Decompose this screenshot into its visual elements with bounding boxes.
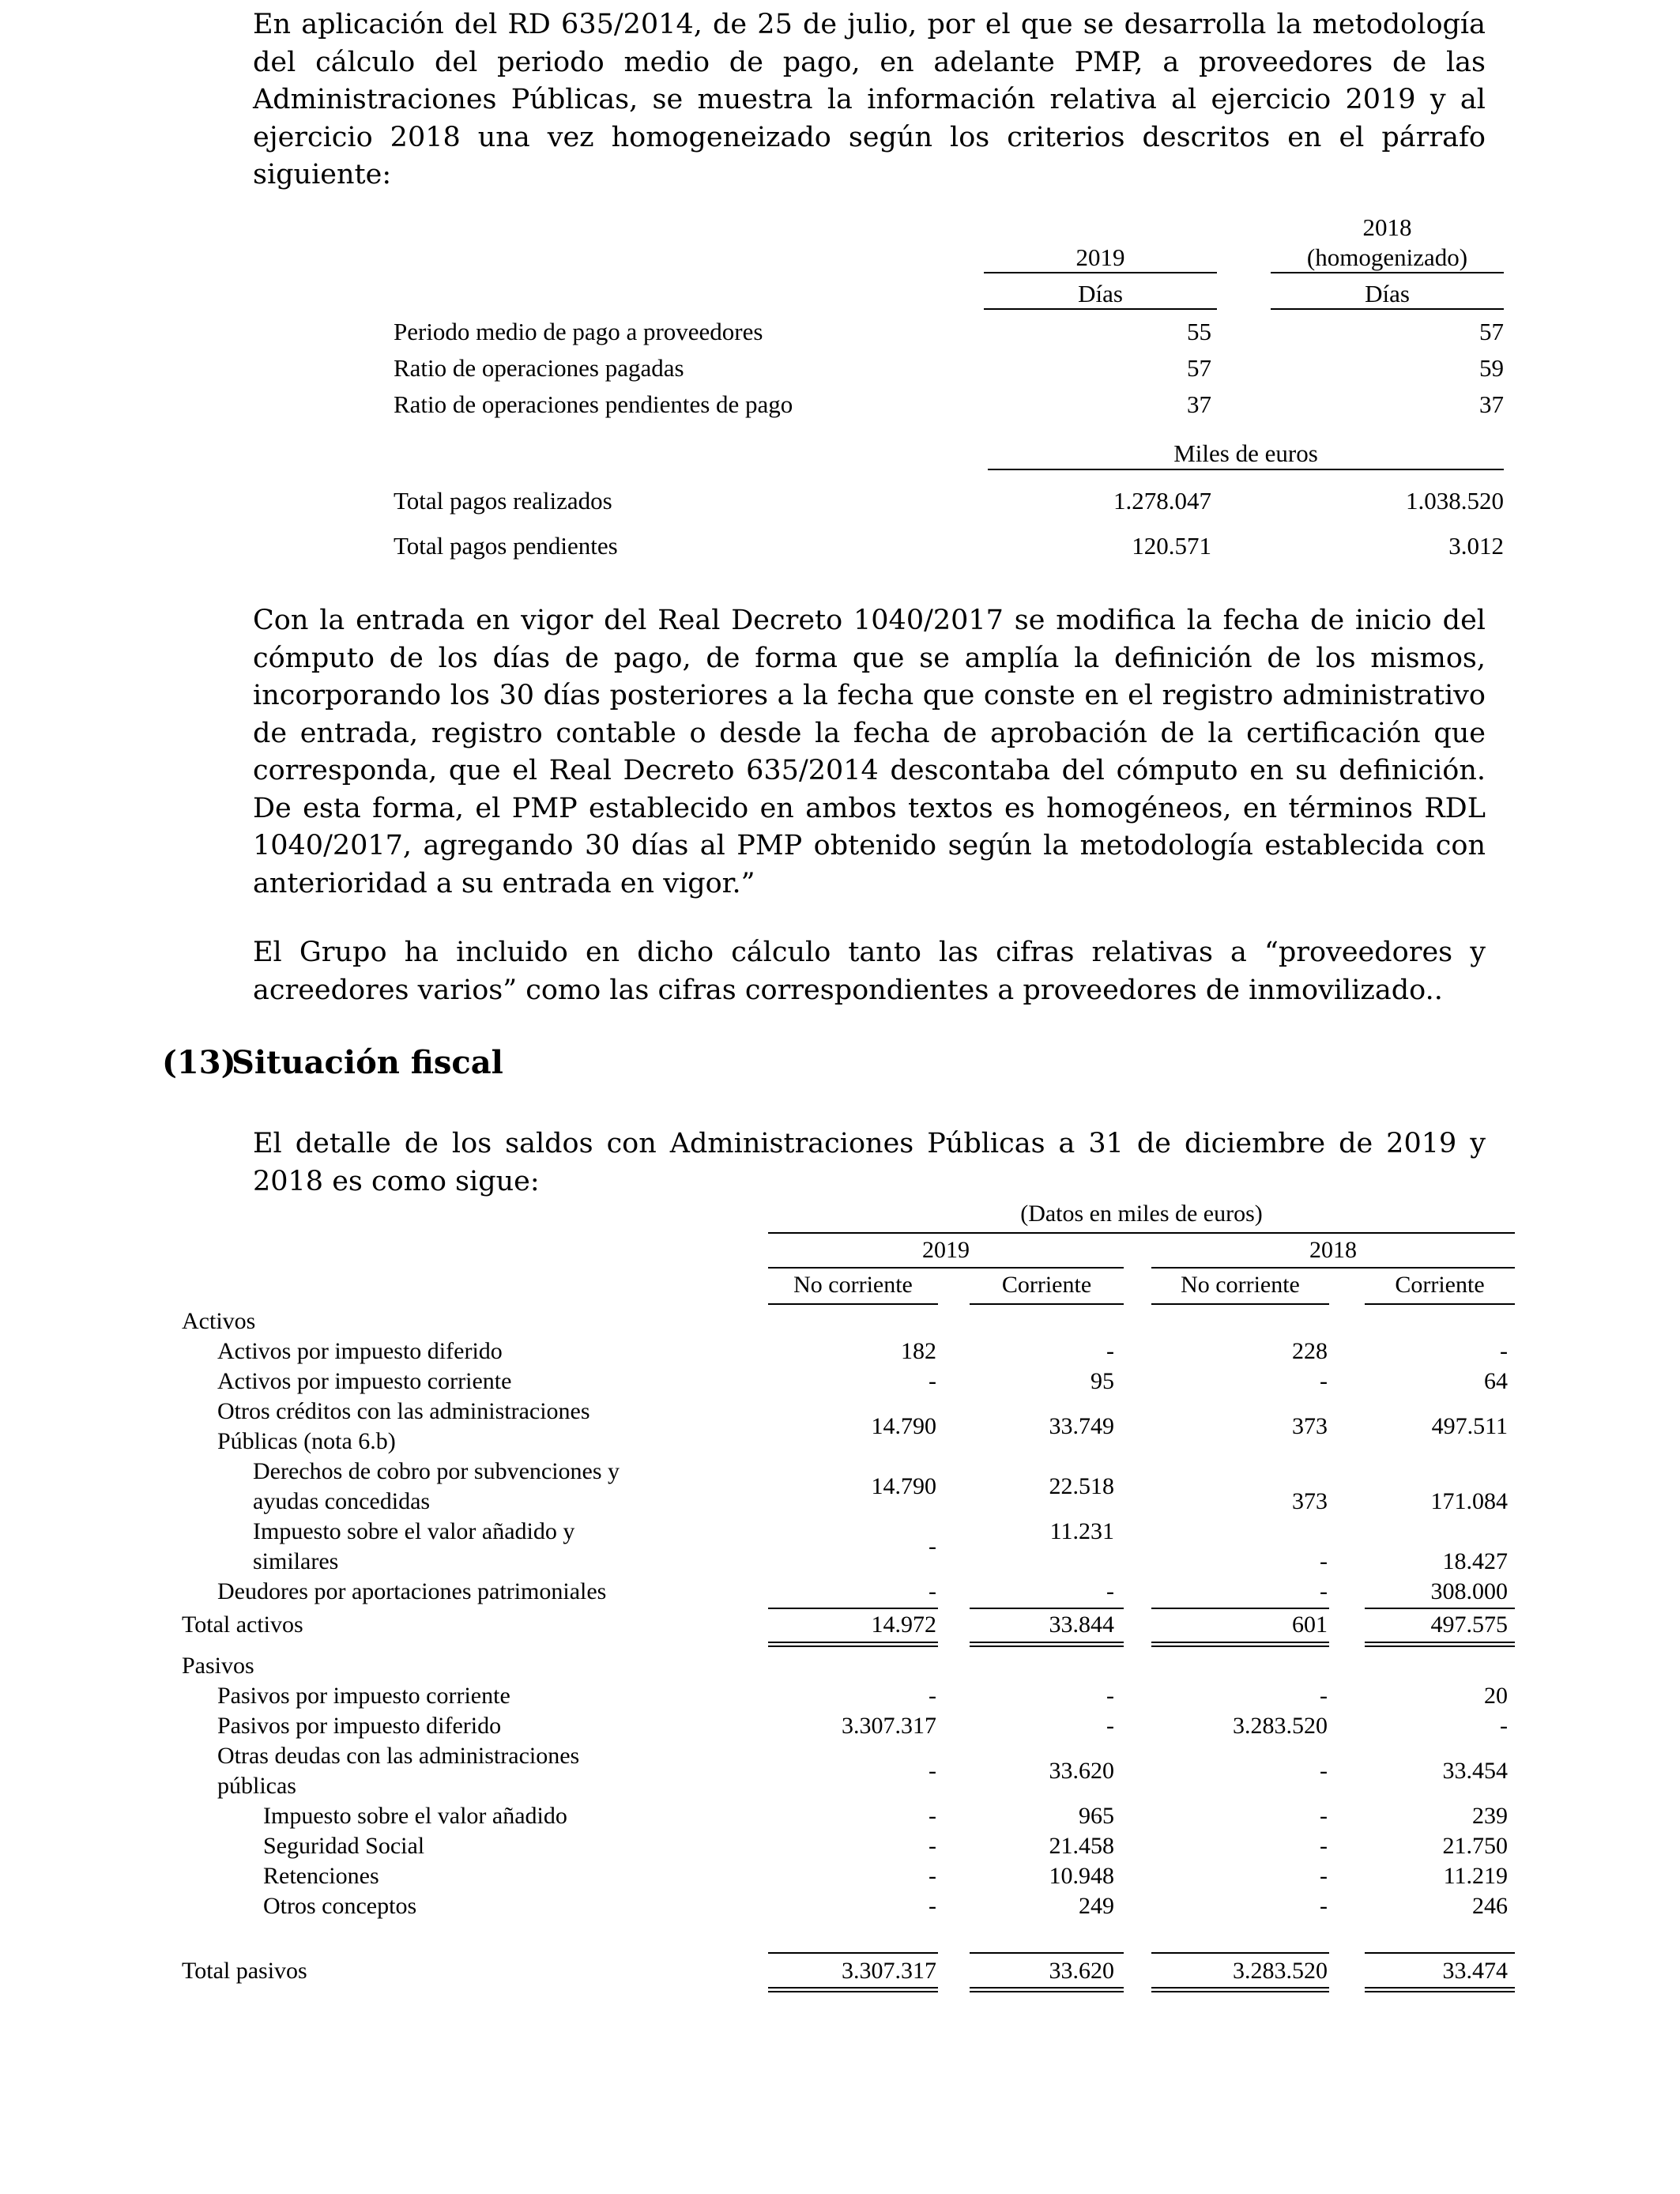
fiscal-subtotal-rule <box>970 1952 1124 1954</box>
fiscal-col-corriente-2019: Corriente <box>1001 1272 1092 1298</box>
fiscal-cell: 22.518 <box>1049 1473 1114 1499</box>
fiscal-cell: 373 <box>1292 1413 1328 1439</box>
fiscal-total-double-rule <box>970 1987 1124 1992</box>
pmp-row-value-2018: 1.038.520 <box>1406 487 1504 515</box>
fiscal-row-label: Otros créditos con las administraciones <box>217 1398 590 1424</box>
fiscal-caption: (Datos en miles de euros) <box>1020 1201 1263 1227</box>
fiscal-cell: - <box>1106 1578 1114 1604</box>
section-number: (13) <box>162 1044 236 1081</box>
fiscal-row-label: Retenciones <box>263 1863 379 1889</box>
fiscal-cell: 20 <box>1484 1683 1508 1709</box>
fiscal-total-cell: 14.972 <box>871 1612 936 1638</box>
pmp-unit-rule-2019 <box>984 308 1217 310</box>
fiscal-row-label: Impuesto sobre el valor añadido y <box>253 1518 575 1544</box>
fiscal-col-no-corriente-2018: No corriente <box>1181 1272 1300 1298</box>
fiscal-col-corriente-2018: Corriente <box>1395 1272 1485 1298</box>
fiscal-cell: - <box>1320 1683 1328 1709</box>
pmp-row-value-2019: 37 <box>1187 390 1211 418</box>
intro-paragraph: En aplicación del RD 635/2014, de 25 de julio, por el que se desarrolla la metodología del cálculo del periodo medio de pago, en adelante PMP, a proveedores de las Administraciones Públicas, se muestra la información relativa al ejercicio 2019 y al ejercicio 2018 una vez homogeneizado según los criterios descritos en el párrafo siguiente: <box>253 9 1486 190</box>
fiscal-subtotal-rule <box>768 1608 938 1609</box>
pmp-unit-days-2019: Días <box>1078 280 1123 307</box>
fiscal-cell: - <box>929 1863 936 1889</box>
fiscal-total-cell: 497.575 <box>1430 1612 1508 1638</box>
fiscal-row-label: Otras deudas con las administraciones <box>217 1743 580 1769</box>
fiscal-cell: 3.307.317 <box>842 1713 936 1739</box>
pmp-row-label: Ratio de operaciones pagadas <box>394 354 684 382</box>
fiscal-cell: - <box>929 1758 936 1784</box>
fiscal-total-double-rule <box>1365 1642 1515 1647</box>
pmp-row-value-2019: 55 <box>1187 318 1211 345</box>
fiscal-cell: 14.790 <box>871 1473 936 1499</box>
fiscal-row-label: Públicas (nota 6.b) <box>217 1428 396 1454</box>
fiscal-cell: 373 <box>1292 1488 1328 1514</box>
fiscal-intro-paragraph: El detalle de los saldos con Administraciones Públicas a 31 de diciembre de 2019 y 2018 es como sigue: <box>253 1128 1486 1197</box>
fiscal-cell: - <box>1320 1548 1328 1574</box>
fiscal-total-cell: 601 <box>1292 1612 1328 1638</box>
fiscal-total-double-rule <box>1151 1987 1329 1992</box>
fiscal-row-label: públicas <box>217 1773 296 1799</box>
fiscal-cell: 497.511 <box>1431 1413 1508 1439</box>
pmp-money-rule <box>988 469 1504 470</box>
pmp-row-value-2018: 3.012 <box>1448 532 1504 560</box>
fiscal-row-label: Otros conceptos <box>263 1893 417 1919</box>
pmp-unit-rule-2018 <box>1271 308 1504 310</box>
pmp-row-value-2019: 120.571 <box>1132 532 1211 560</box>
fiscal-subtotal-rule <box>768 1952 938 1954</box>
group-paragraph: El Grupo ha incluido en dicho cálculo tanto las cifras relativas a “proveedores y acreedores varios” como las cifras correspondientes a proveedores de inmovilizado.. <box>253 937 1486 1006</box>
total-pasivos-label: Total pasivos <box>182 1958 307 1984</box>
fiscal-row-label: Deudores por aportaciones patrimoniales <box>217 1578 607 1604</box>
fiscal-cell: - <box>929 1893 936 1919</box>
fiscal-year-2018: 2018 <box>1309 1237 1357 1263</box>
pmp-row-label: Total pagos pendientes <box>394 532 618 560</box>
fiscal-subtotal-rule <box>1365 1952 1515 1954</box>
fiscal-row-label: Activos por impuesto corriente <box>217 1368 512 1394</box>
fiscal-cell: - <box>1320 1833 1328 1859</box>
fiscal-cell: - <box>1320 1368 1328 1394</box>
fiscal-subtotal-rule <box>1151 1608 1329 1609</box>
pmp-row-value-2018: 37 <box>1479 390 1504 418</box>
fiscal-cell: - <box>1500 1338 1508 1364</box>
fiscal-cell: 11.231 <box>1049 1518 1114 1544</box>
fiscal-cell: - <box>929 1368 936 1394</box>
fiscal-col-no-corriente-2019: No corriente <box>793 1272 913 1298</box>
fiscal-cell: - <box>1320 1803 1328 1829</box>
fiscal-cell: 11.219 <box>1443 1863 1508 1889</box>
pmp-header-rule-2019 <box>984 272 1217 273</box>
fiscal-cell: - <box>1320 1758 1328 1784</box>
pmp-header-2018-year: 2018 <box>1362 213 1412 241</box>
fiscal-total-double-rule <box>1365 1987 1515 1992</box>
fiscal-row-label: Pasivos por impuesto diferido <box>217 1713 502 1739</box>
fiscal-total-cell: 3.307.317 <box>842 1958 936 1984</box>
pmp-header-2019: 2019 <box>1075 243 1125 271</box>
fiscal-col-rule <box>1151 1303 1329 1305</box>
fiscal-cell: 64 <box>1484 1368 1508 1394</box>
fiscal-cell: - <box>929 1578 936 1604</box>
fiscal-col-rule <box>970 1303 1124 1305</box>
pmp-header-rule-2018 <box>1271 272 1504 273</box>
fiscal-total-double-rule <box>1151 1642 1329 1647</box>
fiscal-col-rule <box>1365 1303 1515 1305</box>
fiscal-cell: 246 <box>1472 1893 1508 1919</box>
fiscal-cell: 21.458 <box>1049 1833 1114 1859</box>
section-heading <box>162 1043 503 1083</box>
fiscal-row-label: Pasivos por impuesto corriente <box>217 1683 510 1709</box>
fiscal-year-rule-2018 <box>1151 1267 1515 1269</box>
fiscal-cell: 33.454 <box>1442 1758 1508 1784</box>
fiscal-subtotal-rule <box>1365 1608 1515 1609</box>
fiscal-total-cell: 33.620 <box>1049 1958 1114 1984</box>
fiscal-cell: - <box>1106 1683 1114 1709</box>
fiscal-cell: 10.948 <box>1049 1863 1114 1889</box>
fiscal-row-label: similares <box>253 1548 339 1574</box>
fiscal-total-double-rule <box>970 1642 1124 1647</box>
fiscal-row-label: Activos por impuesto diferido <box>217 1338 503 1364</box>
pmp-row-label: Total pagos realizados <box>394 487 612 515</box>
fiscal-row-label: Derechos de cobro por subvenciones y <box>253 1458 620 1484</box>
pmp-row-label: Ratio de operaciones pendientes de pago <box>394 390 793 418</box>
fiscal-row-label: Impuesto sobre el valor añadido <box>263 1803 567 1829</box>
decree-paragraph: Con la entrada en vigor del Real Decreto 1040/2017 se modifica la fecha de inicio del cómputo de los días de pago, de forma que se amplía la definición de los mismos, incorporando los 30 días posteriores a la fecha que conste en el registro administrativo de entrada, registro contable o desde la fecha de aprobación de la certificación que corresponda, que el Real Decreto 635/2014 descontaba del cómputo en su definición. De esta forma, el PMP establecido en ambos textos es homogéneos, en términos RDL 1040/2017, agregando 30 días al PMP obtenido según la metodología establecida con anterioridad a su entrada en vigor.” <box>253 605 1486 899</box>
pmp-row-value-2018: 57 <box>1479 318 1504 345</box>
pmp-row-value-2019: 57 <box>1187 354 1211 382</box>
fiscal-row-label: ayudas concedidas <box>253 1488 431 1514</box>
fiscal-cell: 182 <box>901 1338 936 1364</box>
pmp-header-2018-note: (homogenizado) <box>1306 243 1468 271</box>
fiscal-cell: 95 <box>1090 1368 1114 1394</box>
fiscal-cell: 308.000 <box>1430 1578 1508 1604</box>
fiscal-total-cell: 33.844 <box>1049 1612 1114 1638</box>
pmp-row-value-2018: 59 <box>1479 354 1504 382</box>
activos-label: Activos <box>182 1308 256 1334</box>
fiscal-total-double-rule <box>768 1642 938 1647</box>
pasivos-label: Pasivos <box>182 1653 254 1679</box>
fiscal-cell: - <box>929 1533 936 1559</box>
fiscal-cell: - <box>929 1833 936 1859</box>
fiscal-cell: - <box>1106 1713 1114 1739</box>
fiscal-total-double-rule <box>768 1987 938 1992</box>
fiscal-total-cell: 3.283.520 <box>1233 1958 1328 1984</box>
fiscal-cell: - <box>929 1803 936 1829</box>
fiscal-total-cell: 33.474 <box>1442 1958 1508 1984</box>
fiscal-cell: 965 <box>1079 1803 1114 1829</box>
fiscal-caption-rule <box>768 1232 1515 1234</box>
total-activos-label: Total activos <box>182 1612 303 1638</box>
fiscal-year-2019: 2019 <box>922 1237 970 1263</box>
fiscal-cell: 33.749 <box>1049 1413 1114 1439</box>
fiscal-cell: 239 <box>1472 1803 1508 1829</box>
fiscal-cell: 33.620 <box>1049 1758 1114 1784</box>
fiscal-cell: - <box>1320 1578 1328 1604</box>
fiscal-year-rule-2019 <box>768 1267 1124 1269</box>
fiscal-cell: - <box>1320 1893 1328 1919</box>
fiscal-subtotal-rule <box>1151 1952 1329 1954</box>
fiscal-cell: 249 <box>1079 1893 1114 1919</box>
fiscal-cell: - <box>929 1683 936 1709</box>
pmp-unit-money: Miles de euros <box>1173 439 1318 467</box>
fiscal-cell: - <box>1320 1863 1328 1889</box>
section-title: Situación fiscal <box>232 1044 503 1081</box>
fiscal-cell: 3.283.520 <box>1233 1713 1328 1739</box>
fiscal-cell: 21.750 <box>1442 1833 1508 1859</box>
fiscal-cell: 18.427 <box>1442 1548 1508 1574</box>
fiscal-cell: - <box>1500 1713 1508 1739</box>
fiscal-row-label: Seguridad Social <box>263 1833 425 1859</box>
pmp-unit-days-2018: Días <box>1365 280 1410 307</box>
pmp-row-value-2019: 1.278.047 <box>1113 487 1211 515</box>
fiscal-cell: 228 <box>1292 1338 1328 1364</box>
fiscal-cell: 171.084 <box>1430 1488 1508 1514</box>
fiscal-col-rule <box>768 1303 938 1305</box>
fiscal-cell: 14.790 <box>871 1413 936 1439</box>
pmp-row-label: Periodo medio de pago a proveedores <box>394 318 763 345</box>
fiscal-subtotal-rule <box>970 1608 1124 1609</box>
fiscal-cell: - <box>1106 1338 1114 1364</box>
